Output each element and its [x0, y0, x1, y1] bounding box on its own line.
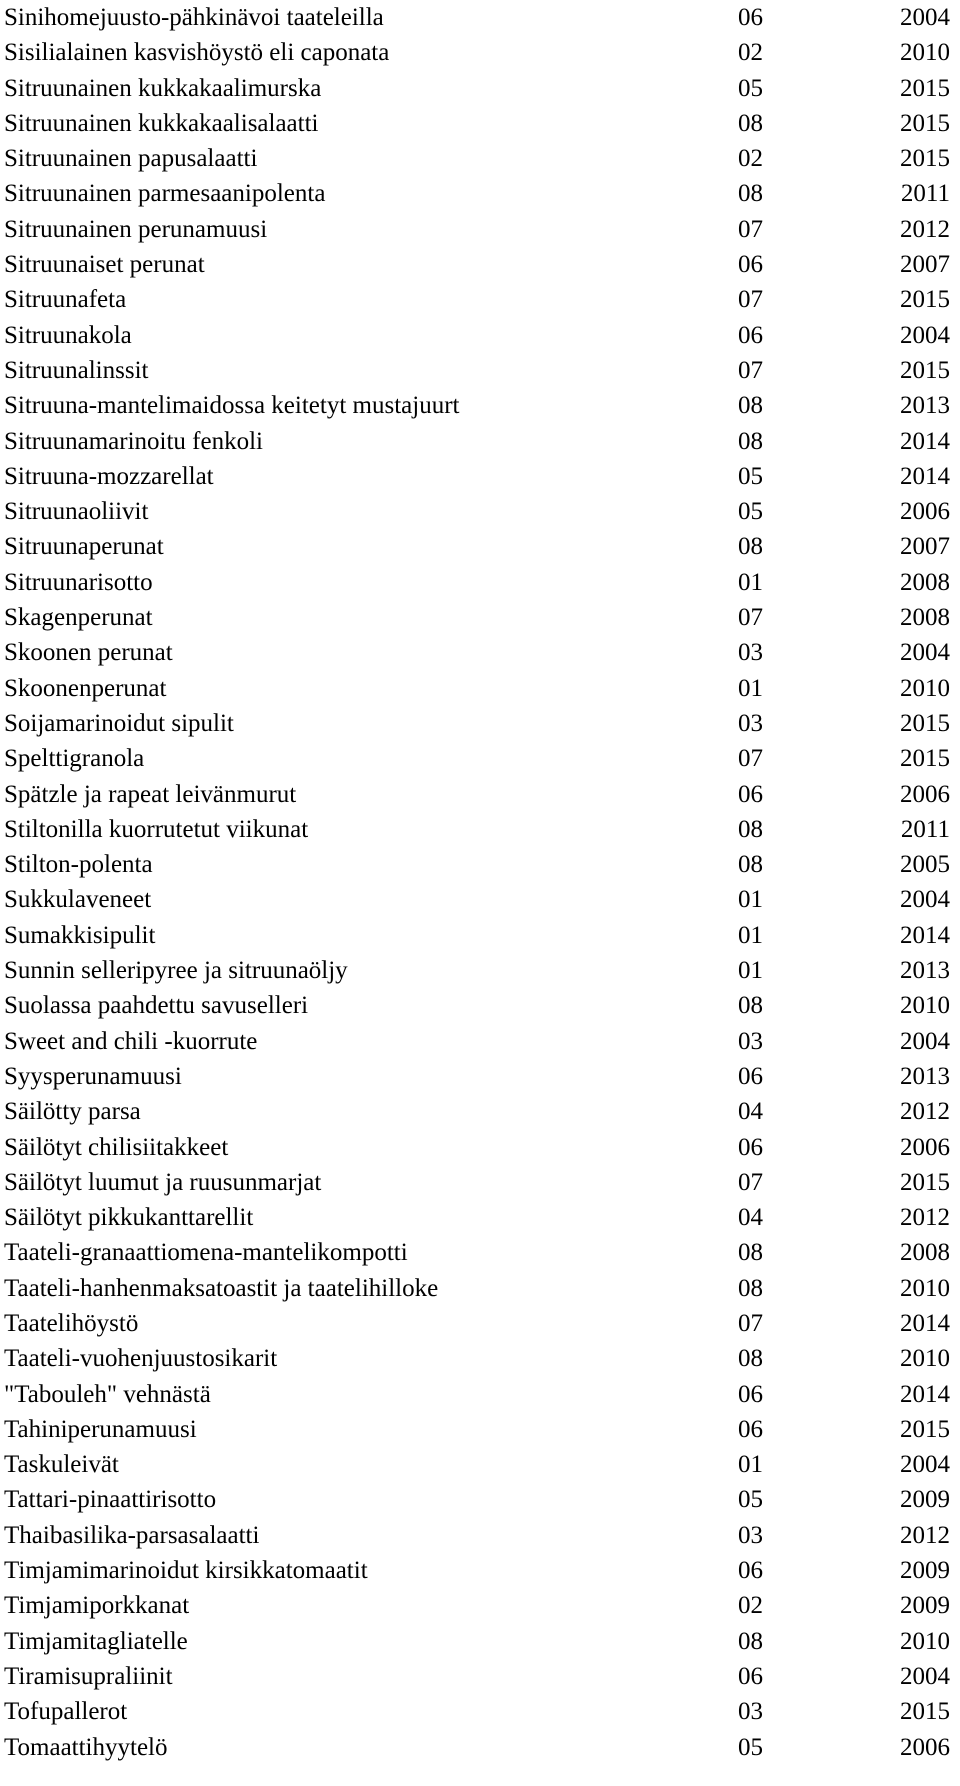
recipe-year: 2008 — [900, 568, 950, 596]
recipe-issue-number: 05 — [738, 462, 763, 490]
recipe-row — [0, 1553, 960, 1588]
recipe-row — [0, 318, 960, 353]
recipe-year: 2004 — [900, 639, 950, 667]
recipe-issue-number: 06 — [738, 1557, 763, 1585]
recipe-issue-number: 03 — [738, 709, 763, 737]
recipe-name: Skoonenperunat — [4, 674, 167, 702]
recipe-name: Sitruunaiset perunat — [4, 251, 205, 279]
recipe-row — [0, 1306, 960, 1341]
recipe-issue-number: 08 — [738, 992, 763, 1020]
recipe-year: 2011 — [900, 815, 950, 843]
recipe-name: Säilötyt luumut ja ruusunmarjat — [4, 1168, 322, 1196]
recipe-name: Stilton-polenta — [4, 851, 153, 879]
recipe-row — [0, 918, 960, 953]
recipe-name: Sukkulaveneet — [4, 886, 152, 914]
recipe-row — [0, 176, 960, 211]
recipe-row — [0, 459, 960, 494]
recipe-issue-number: 08 — [738, 1345, 763, 1373]
recipe-year: 2015 — [900, 709, 950, 737]
recipe-row — [0, 1518, 960, 1553]
recipe-name: Sitruunainen kukkakaalisalaatti — [4, 109, 319, 137]
recipe-row — [0, 1024, 960, 1059]
recipe-year: 2013 — [900, 957, 950, 985]
recipe-row — [0, 212, 960, 247]
recipe-row — [0, 1235, 960, 1270]
recipe-issue-number: 01 — [738, 568, 763, 596]
recipe-year: 2004 — [900, 4, 950, 31]
recipe-row — [0, 247, 960, 282]
recipe-issue-number: 06 — [738, 321, 763, 349]
recipe-row — [0, 953, 960, 988]
recipe-name: Sitruunainen parmesaanipolenta — [4, 180, 326, 208]
recipe-name: Tomaattihyytelö — [4, 1733, 168, 1761]
recipe-issue-number: 06 — [738, 1415, 763, 1443]
recipe-issue-number: 08 — [738, 180, 763, 208]
recipe-year: 2010 — [900, 39, 950, 67]
recipe-issue-number: 07 — [738, 215, 763, 243]
recipe-name: Sisilialainen kasvishöystö eli caponata — [4, 39, 390, 67]
recipe-year: 2006 — [900, 498, 950, 526]
recipe-row — [0, 1482, 960, 1517]
recipe-issue-number: 08 — [738, 815, 763, 843]
recipe-year: 2009 — [900, 1486, 950, 1514]
recipe-year: 2012 — [900, 215, 950, 243]
recipe-name: Skagenperunat — [4, 604, 153, 632]
recipe-name: Skoonen perunat — [4, 639, 173, 667]
recipe-issue-number: 05 — [738, 498, 763, 526]
recipe-name: Sitruunaperunat — [4, 533, 164, 561]
recipe-year: 2008 — [900, 1239, 950, 1267]
recipe-row — [0, 529, 960, 564]
recipe-name: Thaibasilika-parsasalaatti — [4, 1521, 260, 1549]
recipe-issue-number: 03 — [738, 1521, 763, 1549]
recipe-row — [0, 1059, 960, 1094]
recipe-name: Sitruunainen perunamuusi — [4, 215, 268, 243]
recipe-row — [0, 1730, 960, 1765]
recipe-name: Stiltonilla kuorrutetut viikunat — [4, 815, 309, 843]
recipe-name: Säilötty parsa — [4, 1098, 141, 1126]
recipe-row — [0, 988, 960, 1023]
recipe-name: Sitruunafeta — [4, 286, 127, 314]
recipe-row — [0, 635, 960, 670]
recipe-row — [0, 1412, 960, 1447]
recipe-year: 2015 — [900, 1168, 950, 1196]
recipe-name: Sitruunakola — [4, 321, 132, 349]
recipe-row — [0, 706, 960, 741]
recipe-year: 2007 — [900, 533, 950, 561]
recipe-name: Sitruunaoliivit — [4, 498, 149, 526]
recipe-row — [0, 1377, 960, 1412]
recipe-issue-number: 06 — [738, 1662, 763, 1690]
recipe-issue-number: 03 — [738, 639, 763, 667]
recipe-year: 2010 — [900, 992, 950, 1020]
recipe-name: Spätzle ja rapeat leivänmurut — [4, 780, 297, 808]
recipe-row — [0, 141, 960, 176]
recipe-year: 2010 — [900, 674, 950, 702]
recipe-year: 2006 — [900, 1733, 950, 1761]
recipe-name: Sweet and chili -kuorrute — [4, 1027, 258, 1055]
recipe-name: Tahiniperunamuusi — [4, 1415, 197, 1443]
recipe-issue-number: 05 — [738, 1733, 763, 1761]
recipe-year: 2012 — [900, 1521, 950, 1549]
recipe-issue-number: 08 — [738, 1239, 763, 1267]
recipe-name: Timjamiporkkanat — [4, 1592, 190, 1620]
recipe-issue-number: 07 — [738, 356, 763, 384]
recipe-issue-number: 08 — [738, 1274, 763, 1302]
recipe-year: 2008 — [900, 604, 950, 632]
recipe-row — [0, 847, 960, 882]
recipe-year: 2014 — [900, 1380, 950, 1408]
recipe-issue-number: 03 — [738, 1698, 763, 1726]
recipe-year: 2006 — [900, 780, 950, 808]
recipe-issue-number: 04 — [738, 1098, 763, 1126]
recipe-name: Sitruunalinssit — [4, 356, 149, 384]
recipe-issue-number: 06 — [738, 1380, 763, 1408]
recipe-year: 2014 — [900, 921, 950, 949]
recipe-row — [0, 565, 960, 600]
recipe-issue-number: 05 — [738, 74, 763, 102]
recipe-year: 2011 — [900, 180, 950, 208]
recipe-name: Taskuleivät — [4, 1451, 119, 1479]
recipe-row — [0, 424, 960, 459]
recipe-issue-number: 07 — [738, 604, 763, 632]
recipe-name: "Tabouleh" vehnästä — [4, 1380, 211, 1408]
recipe-row — [0, 1588, 960, 1623]
recipe-year: 2004 — [900, 1027, 950, 1055]
recipe-name: Soijamarinoidut sipulit — [4, 709, 234, 737]
recipe-name: Sitruunarisotto — [4, 568, 153, 596]
recipe-name: Tofupallerot — [4, 1698, 128, 1726]
recipe-row — [0, 1341, 960, 1376]
recipe-year: 2004 — [900, 886, 950, 914]
recipe-name: Syysperunamuusi — [4, 1062, 182, 1090]
recipe-issue-number: 08 — [738, 1627, 763, 1655]
recipe-year: 2009 — [900, 1592, 950, 1620]
recipe-issue-number: 06 — [738, 251, 763, 279]
recipe-year: 2010 — [900, 1345, 950, 1373]
recipe-row — [0, 1200, 960, 1235]
recipe-row — [0, 1094, 960, 1129]
recipe-row — [0, 1130, 960, 1165]
recipe-issue-number: 07 — [738, 745, 763, 773]
recipe-year: 2013 — [900, 1062, 950, 1090]
recipe-issue-number: 06 — [738, 1133, 763, 1161]
recipe-year: 2010 — [900, 1627, 950, 1655]
recipe-name: Spelttigranola — [4, 745, 145, 773]
recipe-row — [0, 35, 960, 70]
recipe-row — [0, 812, 960, 847]
recipe-year: 2015 — [900, 1698, 950, 1726]
recipe-row — [0, 494, 960, 529]
recipe-name: Taateli-hanhenmaksatoastit ja taatelihilloke — [4, 1274, 439, 1302]
recipe-row — [0, 71, 960, 106]
recipe-issue-number: 08 — [738, 392, 763, 420]
recipe-row — [0, 600, 960, 635]
recipe-name: Sitruuna-mozzarellat — [4, 462, 214, 490]
recipe-year: 2006 — [900, 1133, 950, 1161]
recipe-issue-number: 08 — [738, 851, 763, 879]
recipe-issue-number: 01 — [738, 1451, 763, 1479]
recipe-name: Timjamitagliatelle — [4, 1627, 188, 1655]
recipe-issue-number: 01 — [738, 886, 763, 914]
recipe-issue-number: 07 — [738, 1168, 763, 1196]
recipe-year: 2012 — [900, 1204, 950, 1232]
recipe-name: Taateli-granaattiomena-mantelikompotti — [4, 1239, 408, 1267]
recipe-row — [0, 388, 960, 423]
recipe-issue-number: 08 — [738, 427, 763, 455]
recipe-row — [0, 777, 960, 812]
recipe-issue-number: 08 — [738, 109, 763, 137]
recipe-issue-number: 06 — [738, 780, 763, 808]
recipe-year: 2015 — [900, 356, 950, 384]
recipe-row — [0, 1659, 960, 1694]
recipe-year: 2015 — [900, 286, 950, 314]
recipe-row — [0, 671, 960, 706]
recipe-year: 2007 — [900, 251, 950, 279]
recipe-year: 2005 — [900, 851, 950, 879]
recipe-name: Sitruunainen kukkakaalimurska — [4, 74, 322, 102]
recipe-row — [0, 0, 960, 35]
recipe-year: 2014 — [900, 462, 950, 490]
recipe-row — [0, 1694, 960, 1729]
recipe-issue-number: 06 — [738, 1062, 763, 1090]
recipe-name: Säilötyt chilisiitakkeet — [4, 1133, 229, 1161]
recipe-year: 2012 — [900, 1098, 950, 1126]
recipe-row — [0, 1624, 960, 1659]
recipe-year: 2004 — [900, 321, 950, 349]
recipe-name: Tattari-pinaattirisotto — [4, 1486, 217, 1514]
recipe-issue-number: 05 — [738, 1486, 763, 1514]
recipe-row — [0, 106, 960, 141]
recipe-issue-number: 03 — [738, 1027, 763, 1055]
recipe-name: Taatelihöystö — [4, 1309, 139, 1337]
recipe-year: 2013 — [900, 392, 950, 420]
recipe-row — [0, 282, 960, 317]
recipe-year: 2015 — [900, 1415, 950, 1443]
recipe-issue-number: 04 — [738, 1204, 763, 1232]
recipe-row — [0, 1165, 960, 1200]
recipe-year: 2015 — [900, 109, 950, 137]
recipe-name: Sitruunainen papusalaatti — [4, 145, 258, 173]
recipe-row — [0, 353, 960, 388]
recipe-name: Sunnin selleripyree ja sitruunaöljy — [4, 957, 348, 985]
recipe-name: Taateli-vuohenjuustosikarit — [4, 1345, 278, 1373]
recipe-year: 2015 — [900, 74, 950, 102]
recipe-row — [0, 882, 960, 917]
recipe-issue-number: 01 — [738, 674, 763, 702]
recipe-issue-number: 02 — [738, 39, 763, 67]
recipe-year: 2015 — [900, 745, 950, 773]
recipe-name: Sitruunamarinoitu fenkoli — [4, 427, 263, 455]
recipe-row — [0, 1447, 960, 1482]
recipe-year: 2009 — [900, 1557, 950, 1585]
recipe-name: Sinihomejuusto-pähkinävoi taateleilla — [4, 4, 384, 31]
recipe-issue-number: 07 — [738, 1309, 763, 1337]
recipe-name: Sitruuna-mantelimaidossa keitetyt mustajuurt — [4, 392, 460, 420]
recipe-issue-number: 02 — [738, 1592, 763, 1620]
recipe-issue-number: 02 — [738, 145, 763, 173]
recipe-issue-number: 06 — [738, 4, 763, 31]
recipe-row — [0, 741, 960, 776]
recipe-year: 2004 — [900, 1451, 950, 1479]
recipe-name: Sumakkisipulit — [4, 921, 156, 949]
recipe-year: 2004 — [900, 1662, 950, 1690]
recipe-issue-number: 01 — [738, 921, 763, 949]
recipe-year: 2010 — [900, 1274, 950, 1302]
recipe-name: Timjamimarinoidut kirsikkatomaatit — [4, 1557, 368, 1585]
recipe-issue-number: 01 — [738, 957, 763, 985]
recipe-issue-number: 08 — [738, 533, 763, 561]
recipe-issue-number: 07 — [738, 286, 763, 314]
recipe-name: Tiramisupraliinit — [4, 1662, 173, 1690]
recipe-year: 2014 — [900, 1309, 950, 1337]
recipe-row — [0, 1271, 960, 1306]
recipe-year: 2015 — [900, 145, 950, 173]
recipe-name: Säilötyt pikkukanttarellit — [4, 1204, 254, 1232]
recipe-year: 2014 — [900, 427, 950, 455]
recipe-name: Suolassa paahdettu savuselleri — [4, 992, 309, 1020]
